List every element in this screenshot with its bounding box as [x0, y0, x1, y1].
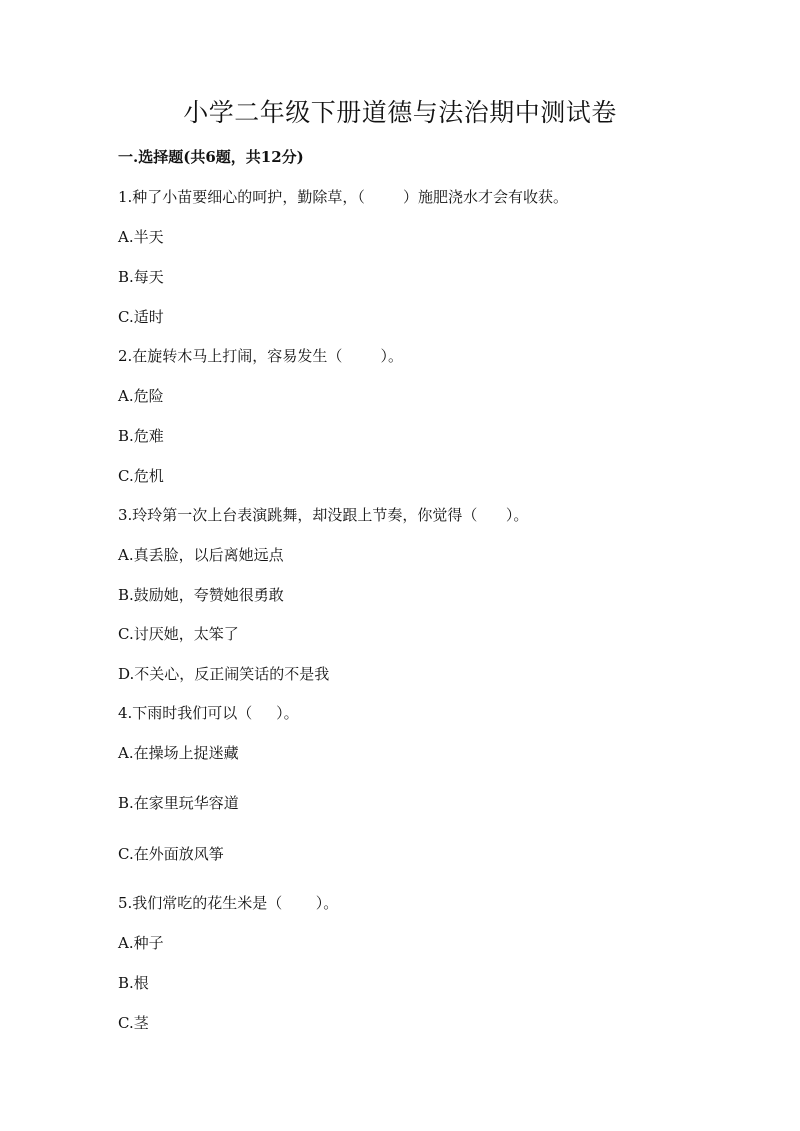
question-1-option-a: A.半天 [118, 228, 164, 246]
question-5-stem: 5.我们常吃的花生米是（ ）。 [118, 894, 339, 912]
question-4-stem: 4.下雨时我们可以（ ）。 [118, 704, 299, 722]
question-1-stem: 1.种了小苗要细心的呵护，勤除草，（ ）施肥浇水才会有收获。 [118, 188, 568, 206]
question-2-stem: 2.在旋转木马上打闹，容易发生（ ）。 [118, 347, 403, 365]
question-5-option-a: A.种子 [118, 934, 164, 952]
question-3-option-d: D.不关心，反正闹笑话的不是我 [118, 665, 330, 683]
page-title: 小学二年级下册道德与法治期中测试卷 [183, 98, 617, 127]
question-2-option-a: A.危险 [118, 387, 164, 405]
question-5-option-b: B.根 [118, 974, 149, 992]
question-2-option-b: B.危难 [118, 427, 164, 445]
question-4-option-c: C.在外面放风筝 [118, 845, 224, 863]
question-4-option-a: A.在操场上捉迷藏 [118, 744, 239, 762]
section-heading: 一.选择题(共6题，共12分) [118, 148, 304, 166]
question-5-option-c: C.茎 [118, 1014, 149, 1032]
question-3-option-c: C.讨厌她，太笨了 [118, 625, 239, 643]
question-2-option-c: C.危机 [118, 467, 164, 485]
question-3-option-b: B.鼓励她，夸赞她很勇敢 [118, 586, 284, 604]
question-3-option-a: A.真丢脸，以后离她远点 [118, 546, 284, 564]
question-1-option-c: C.适时 [118, 308, 164, 326]
question-3-stem: 3.玲玲第一次上台表演跳舞，却没跟上节奏，你觉得（ ）。 [118, 506, 529, 524]
question-1-option-b: B.每天 [118, 268, 164, 286]
question-4-option-b: B.在家里玩华容道 [118, 794, 239, 812]
